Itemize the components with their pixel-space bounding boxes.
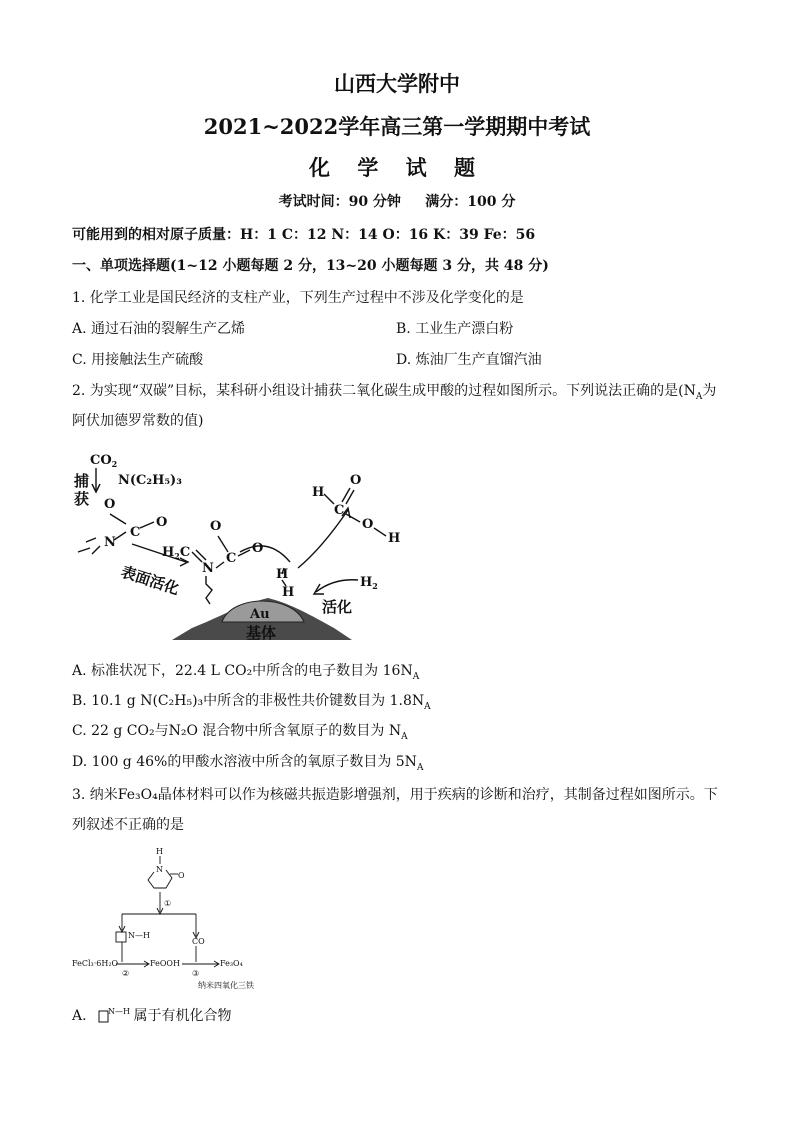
h-atom-2: H (282, 585, 295, 600)
capture-label-2: 获 (74, 490, 90, 508)
q3-stem-line2: 列叙述不正确的是 (72, 817, 184, 833)
isocyanate-o-right: O (252, 541, 264, 556)
formic-h-right: H (388, 531, 401, 546)
isocyanate-o-top: O (210, 519, 222, 534)
au-label: Au (250, 607, 270, 622)
q2-option-b: B. 10.1 g N(C₂H₅)₃中所含的非极性共价键数目为 $1.8N_A$ (72, 693, 431, 712)
carbamate-n: N (104, 535, 116, 550)
product-name-label: 纳米四氧化三铁 (198, 981, 254, 990)
q2-reaction-diagram (72, 444, 432, 648)
step2-label: ② (122, 969, 130, 978)
q1-option-c: C. 用接触法生产硫酸 (72, 352, 204, 368)
imine-n: N (202, 561, 214, 576)
isocyanate-c: C (226, 551, 237, 566)
section-heading: 一、单项选择题(1~12 小题每题 2 分，13~20 小题每题 3 分，共 48 分) (72, 258, 549, 274)
surface-activation-label: 表面活化 (118, 562, 182, 599)
school-title: 山西大学附中 (334, 71, 460, 96)
pyrrolidone-h: H (156, 847, 163, 856)
formic-c: C (334, 503, 345, 518)
svg-text:N—H: N—H (108, 1007, 130, 1016)
q3-stem-line1: 3. 纳米Fe₃O₄晶体材料可以作为核磁共振造影增强剂，用于疾病的诊断和治疗，其制备过程如图所示。下 (72, 787, 718, 803)
q3-preparation-diagram (70, 846, 290, 992)
q1-option-a: A. 通过石油的裂解生产乙烯 (72, 321, 246, 337)
carbamate-c: C (130, 525, 141, 540)
pyrrolidone-n: N (156, 865, 163, 874)
q2-option-d: D. 100 g 46%的甲酸水溶液中所含的氧原子数目为 $5N_A$ (72, 754, 424, 773)
q2-stem-line1: 2. 为实现“双碳”目标，某科研小组设计捕获二氧化碳生成甲酸的过程如图所示。下列说法正确的是($N_A$为 (72, 383, 717, 402)
co-label: CO (192, 937, 205, 946)
step1-label: ① (164, 899, 172, 908)
q3-option-a: A. N—H 属于有机化合物 (72, 1007, 232, 1024)
formic-o-right: O (362, 517, 374, 532)
reactant-label: FeCl₃·6H₂O (72, 959, 119, 968)
amine-label: N(C₂H₅)₃ (118, 473, 182, 488)
q2-option-a: A. 标准状况下，22.4 L CO₂中所含的电子数目为 $16N_A$ (72, 663, 420, 682)
q2-option-c: C. 22 g CO₂与N₂O 混合物中所含氧原子的数目为 $N_A$ (72, 723, 408, 742)
subject-title: 化 学 试 题 (309, 155, 485, 180)
exam-title: 2021~2022学年高三第一学期期中考试 (203, 114, 591, 139)
formic-o-top: O (350, 473, 362, 488)
activation-label: 活化 (322, 598, 353, 616)
intermediate-label: FeOOH (150, 959, 180, 968)
h-atom-1: H (276, 567, 289, 582)
q1-option-b: B. 工业生产漂白粉 (396, 321, 514, 337)
q1-stem: 1. 化学工业是国民经济的支柱产业，下列生产过程中不涉及化学变化的是 (72, 290, 524, 306)
q1-option-d: D. 炼油厂生产直馏汽油 (396, 352, 542, 368)
q2-stem-line2: 阿伏加德罗常数的值) (72, 413, 204, 429)
exam-time-score: 考试时间：90 分钟 满分：100 分 (278, 194, 516, 210)
ch2-label: $H_2C$ (162, 545, 191, 561)
capture-label-1: 捕 (74, 472, 90, 490)
step3-label: ③ (192, 969, 200, 978)
carbamate-o-right: O (156, 515, 168, 530)
atomic-masses: 可能用到的相对原子质量：H：1 C：12 N：14 O：16 K：39 Fe：56 (72, 227, 536, 243)
amine-n-label: N—H (128, 931, 150, 940)
carbamate-o-top: O (104, 497, 116, 512)
substrate-label: 基体 (246, 624, 277, 642)
product-label: Fe₃O₄ (220, 959, 243, 968)
h2-label: $H_2$ (360, 575, 378, 591)
pyrrolidone-o: O (178, 871, 185, 880)
formic-h: H (312, 485, 325, 500)
azetidine-structure (97, 1007, 130, 1023)
co2-label: $CO_2$ (90, 453, 118, 469)
